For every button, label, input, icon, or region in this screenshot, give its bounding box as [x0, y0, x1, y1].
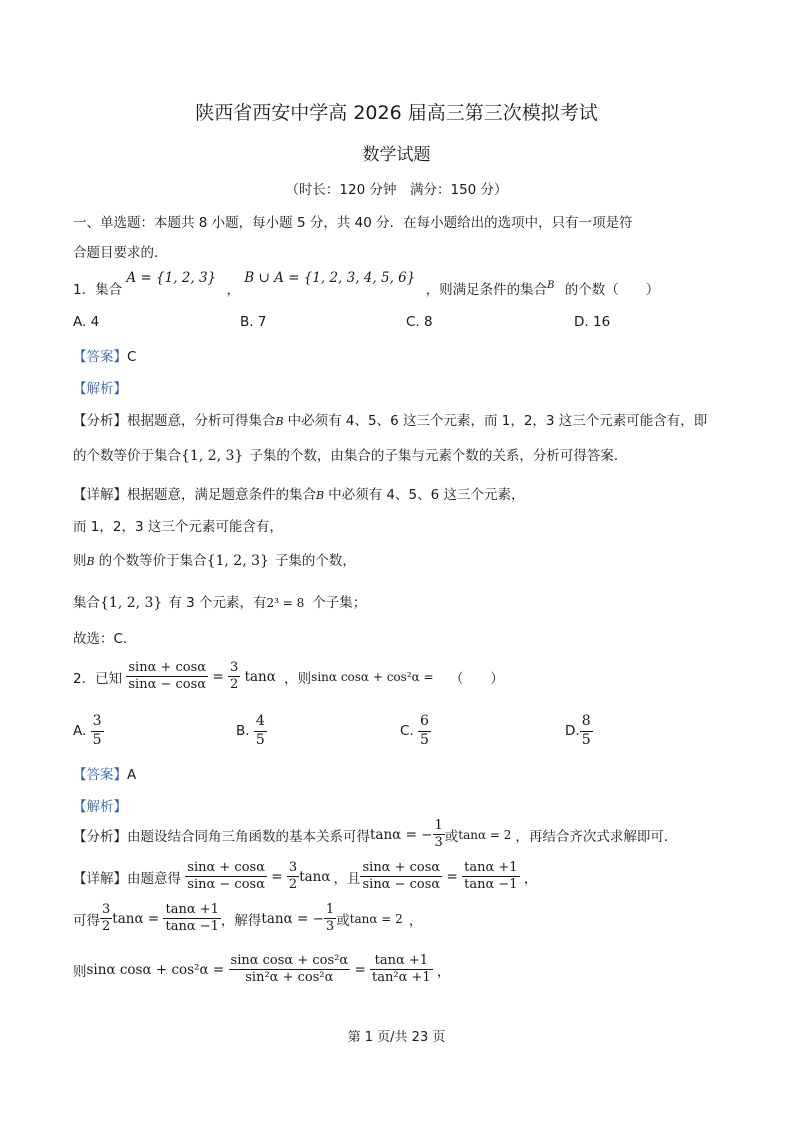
- fraction-sin-cos: $\frac{\sin\alpha + \cos\alpha}{\sin\alpha - \cos\alpha}$: [128, 660, 207, 693]
- option-c: C. 8: [406, 314, 433, 330]
- analysis-line-1: 【分析】根据题意，分析可得集合B 中必须有 4、5、6 这三个元素，而 1，2，3 这三个元素可能含有，即: [73, 413, 708, 429]
- set-union: B ∪ A = {1, 2, 3, 4, 5, 6}: [244, 270, 416, 286]
- answer-row: [73, 345, 136, 365]
- fraction-3-2: $\frac{3}{2}$: [230, 660, 239, 693]
- answer-row: [73, 763, 136, 783]
- section-instructions-2: 合题目要求的．: [73, 245, 168, 261]
- question-2-stem: 2．已知 $\frac{\sin\alpha + \cos\alpha}{\sin\alpha - \cos\alpha}$ = $\frac{3}{2}$ tanα ，则sinα cosα + cos²α = （ ）: [73, 660, 504, 693]
- exam-info: （时长：120 分钟 满分：150 分）: [285, 182, 508, 198]
- analysis-tag: 【解析】: [73, 799, 127, 815]
- question-number: 2．: [73, 670, 96, 687]
- answer-value: A: [127, 767, 137, 783]
- analysis-tag: 【解析】: [73, 381, 127, 397]
- page-number: 第 1 页/共 23 页: [347, 1030, 446, 1045]
- option-b: B. $\frac{4}{5}$: [236, 713, 265, 748]
- detail-line-3: 则B 的个数等价于集合{1, 2, 3} 子集的个数，: [73, 553, 356, 569]
- q2-analysis: 【分析】由题设结合同角三角函数的基本关系可得tanα = − $\frac{1}{3}$ 或tanα = 2 ，再结合齐次式求解即可．: [73, 818, 678, 851]
- detail-line-1: 【详解】根据题意，满足题意条件的集合B 中必须有 4、5、6 这三个元素，: [73, 487, 525, 503]
- q2-detail-3: 则sinα cosα + cos²α = $\frac{\text{sinα cosα + cos²α}}{\text{sin²α + cos²α}}$ = $\frac{\tan\alpha +1}{\text{tan²α +1}}$ ，: [73, 953, 451, 986]
- page-title: 陕西省西安中学高 2026 届高三第三次模拟考试: [195, 102, 598, 124]
- q2-detail-2: 可得 $\frac{3}{2}$ tanα = $\frac{\tan\alpha +1}{\tan\alpha -1}$ ，解得tanα = − $\frac{1}{3}$ 或tanα = 2 ，: [73, 902, 423, 935]
- question-1-stem: 1．集合 A = {1, 2, 3} ， B ∪ A = {1, 2, 3, 4, 5, 6} ，则满足条件的集合$^B$ 的个数（ ）: [73, 270, 660, 298]
- option-b: B. 7: [240, 314, 267, 330]
- option-c: C. $\frac{6}{5}$: [400, 713, 429, 748]
- option-d: D. 16: [574, 314, 611, 330]
- option-a: A. 4: [73, 314, 100, 330]
- answer-tag: 【答案】: [73, 349, 127, 365]
- section-instructions-1: 一、单选题：本题共 8 小题，每小题 5 分，共 40 分．在每小题给出的选项中，只有一项是符: [73, 215, 633, 231]
- answer-tag: 【答案】: [73, 767, 127, 783]
- analysis-line-2: 的个数等价于集合{1, 2, 3} 子集的个数，由集合的子集与元素个数的关系，分析可得答案．: [73, 448, 628, 464]
- answer-value: C: [127, 349, 137, 365]
- page-subtitle: 数学试题: [362, 145, 431, 165]
- question-number: 1．: [73, 282, 96, 298]
- detail-line-4: 集合{1, 2, 3} 有 3 个元素，有2³ = 8 个子集；: [73, 595, 367, 611]
- detail-line-5: 故选：C．: [73, 631, 137, 647]
- set-a: A = {1, 2, 3}: [126, 270, 217, 286]
- option-a: A. $\frac{3}{5}$: [73, 713, 102, 748]
- q2-detail-1: 【详解】由题意得 $\frac{\sin\alpha + \cos\alpha}{\sin\alpha - \cos\alpha}$ = $\frac{3}{2}$ tanα ，且 $\frac{\sin\alpha + \cos\alpha}{\sin\alpha - \cos\alpha}$ = $\frac{\tan\alpha +1}{\tan\alpha -1}$ ，: [73, 860, 538, 893]
- option-d: D. $\frac{8}{5}$: [565, 713, 591, 748]
- detail-line-2: 而 1，2，3 这三个元素可能含有，: [73, 519, 283, 535]
